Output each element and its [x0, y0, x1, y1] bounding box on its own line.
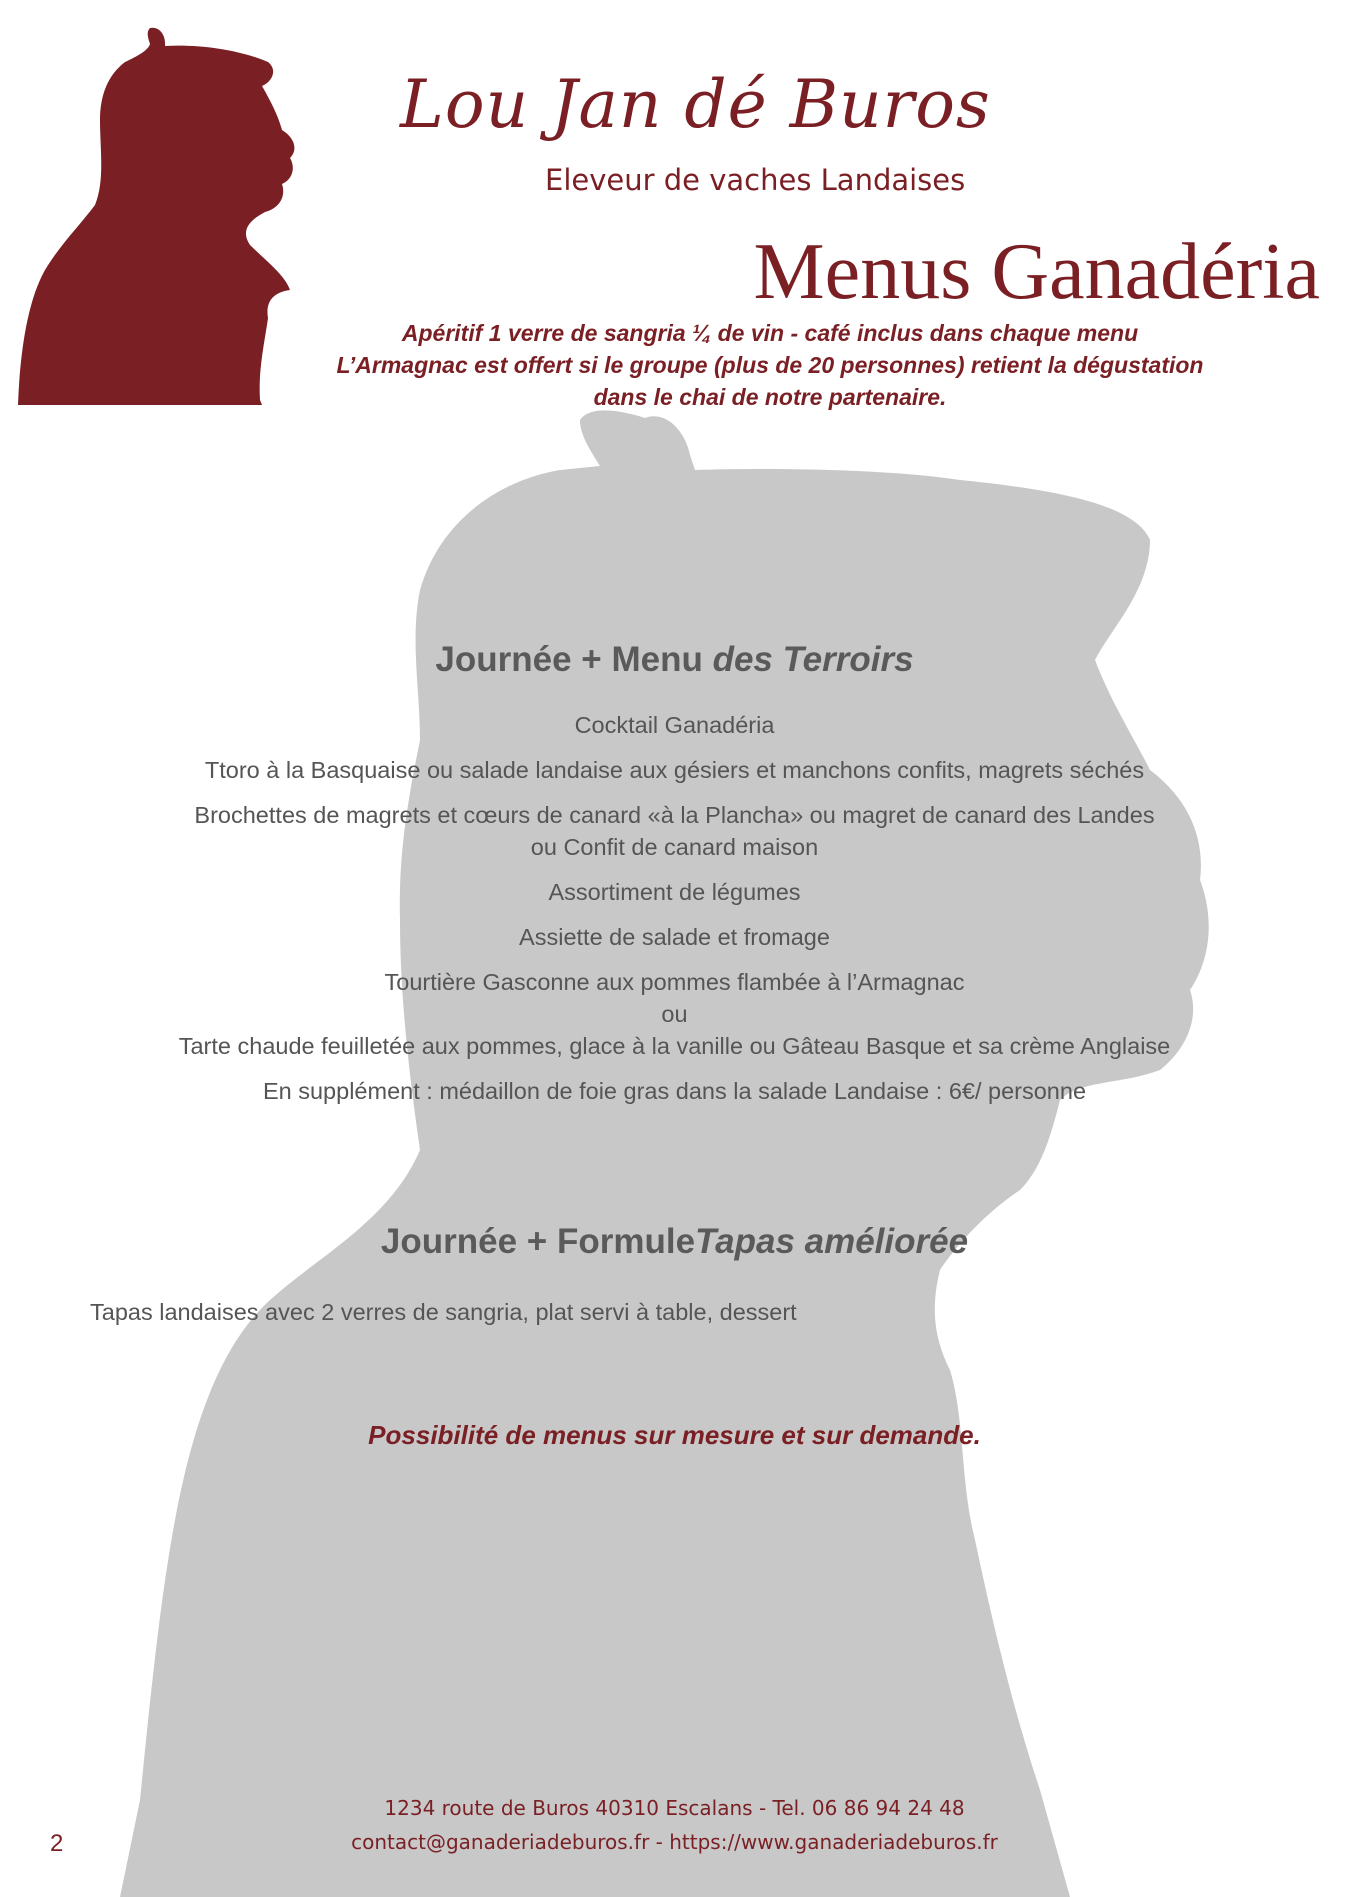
formule-tapas-title-prefix: Journée + Formule [380, 1222, 696, 1261]
menu-item-entree: Ttoro à la Basquaise ou salade landaise aux gésiers et manchons confits, magrets séchés [204, 757, 1145, 783]
menu-item-supplement: En supplément : médaillon de foie gras dans la salade Landaise : 6€/ personne [262, 1078, 1087, 1104]
menu-item-cocktail: Cocktail Ganadéria [574, 712, 775, 738]
page-title: Menus Ganadéria [753, 228, 1320, 316]
menu-terroirs-title-prefix: Journée + Menu [435, 640, 713, 679]
menu-terroirs-title-italic: des Terroirs [712, 640, 914, 679]
page-number: 2 [50, 1830, 64, 1857]
brand-name: Lou Jan dé Buros [400, 66, 991, 143]
footer-address: 1234 route de Buros 40310 Escalans - Tel. 06 86 94 24 48 [384, 1796, 965, 1820]
footer-contact: contact@ganaderiadeburos.fr - https://www.ganaderiadeburos.fr [351, 1830, 998, 1854]
menu-item-plat-line: Brochettes de magrets et cœurs de canard «à la Plancha» ou magret de canard des Landes [194, 802, 1155, 828]
menu-item-dessert-line: Tourtière Gasconne aux pommes flambée à l’Armagnac [384, 969, 965, 995]
menu-item-dessert-line: Tarte chaude feuilletée aux pommes, glace à la vanille ou Gâteau Basque et sa crème Anglaise [178, 1033, 1171, 1059]
formule-tapas-description: Tapas landaises avec 2 verres de sangria, plat servi à table, dessert [90, 1299, 797, 1325]
intro-line: Apéritif 1 verre de sangria ¼ de vin - café inclus dans chaque menu [401, 320, 1139, 346]
menu-item-dessert [0, 966, 1349, 1062]
intro-line: L’Armagnac est offert si le groupe (plus de 20 personnes) retient la dégustation [336, 352, 1204, 378]
custom-menu-note: Possibilité de menus sur mesure et sur demande. [368, 1420, 981, 1450]
menu-item-dessert-or: ou [661, 1001, 688, 1027]
formule-tapas-title-italic: Tapas améliorée [695, 1222, 969, 1261]
menu-terroirs-title [0, 642, 1349, 677]
menu-item-fromage: Assiette de salade et fromage [519, 924, 830, 950]
intro-line: dans le chai de notre partenaire. [593, 384, 947, 410]
menu-terroirs-items [0, 709, 1349, 1120]
brand-subtitle: Eleveur de vaches Landaises [545, 163, 966, 197]
menu-item-plat [0, 799, 1349, 863]
formule-tapas-title [0, 1224, 1349, 1259]
menu-item-legumes: Assortiment de légumes [548, 879, 801, 905]
menu-item-plat-line: ou Confit de canard maison [530, 834, 819, 860]
intro-text [220, 317, 1320, 413]
